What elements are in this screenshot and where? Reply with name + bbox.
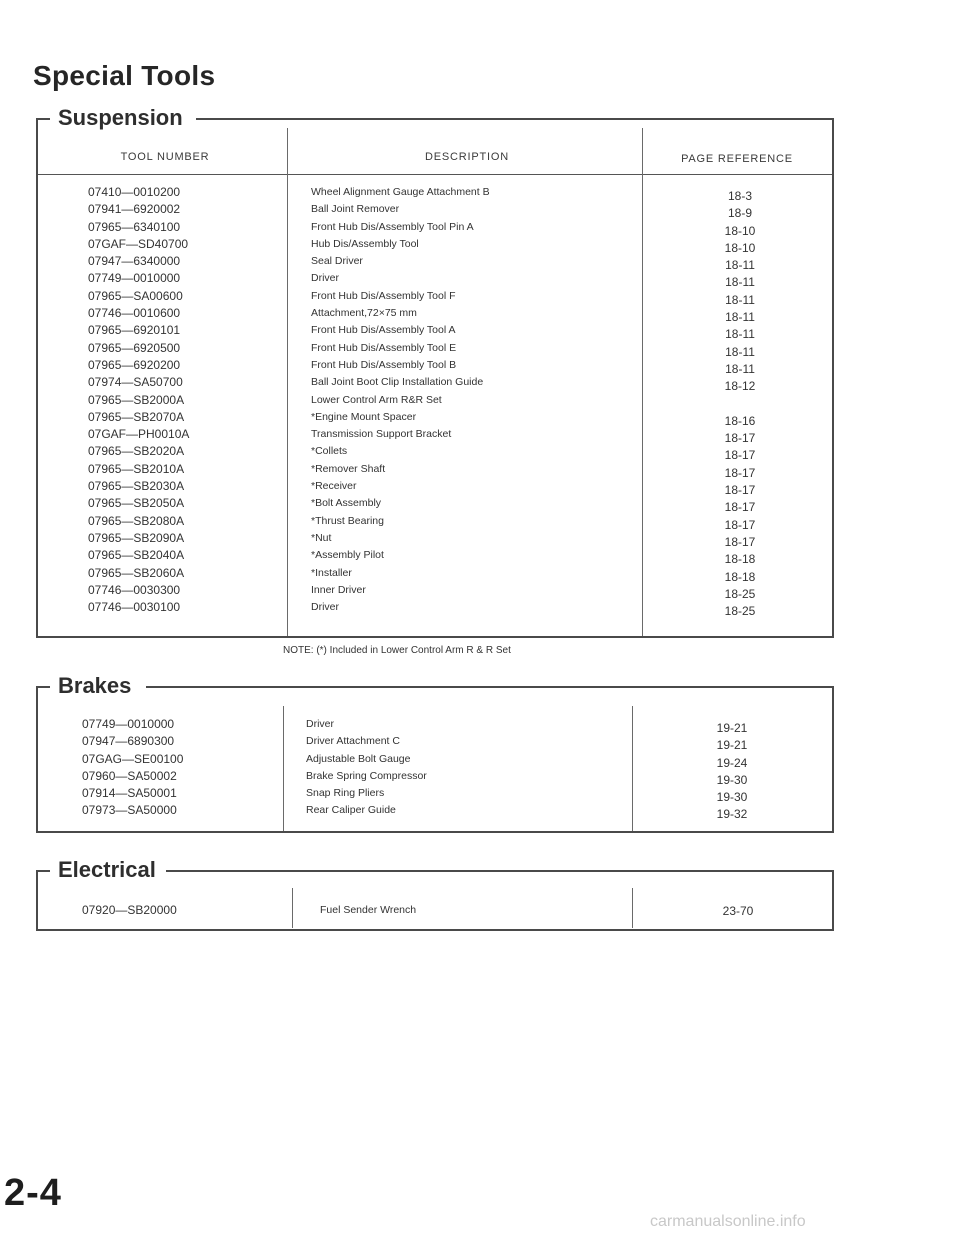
electrical-descriptions [320, 902, 416, 919]
description-cell: Brake Spring Compressor [306, 769, 427, 782]
page-reference-cell: 18-11 [725, 327, 755, 342]
col-header-page-reference: PAGE REFERENCE [681, 153, 793, 165]
page-reference-cell: 18-11 [725, 275, 755, 290]
suspension-title: Suspension [58, 105, 183, 130]
tool-number-cell: 07947—6340000 [88, 254, 181, 269]
tool-number-cell: 07965—SB2020A [88, 444, 185, 459]
page-reference-cell: 18-17 [724, 534, 756, 549]
brakes-page-refs [687, 720, 777, 824]
tool-number-cell: 07965—SB2030A [88, 479, 185, 494]
page-reference-cell: 18-17 [724, 465, 756, 480]
tool-number-cell: 07746—0010600 [88, 306, 181, 321]
tool-number-cell: 07965—SA00600 [88, 288, 183, 303]
page-reference-cell: 18-17 [724, 448, 756, 463]
page-reference-cell: 18-17 [724, 517, 756, 532]
description-cell: Driver Attachment C [306, 735, 400, 748]
brakes-divider-1 [283, 706, 284, 831]
description-cell: Inner Driver [311, 583, 366, 596]
tool-number-cell: 07GAF—PH0010A [88, 427, 190, 442]
description-cell: Front Hub Dis/Assembly Tool A [311, 324, 456, 337]
description-cell: Wheel Alignment Gauge Attachment B [311, 186, 490, 198]
tool-number-cell: 07965—SB2080A [88, 513, 185, 528]
description-cell: Front Hub Dis/Assembly Tool B [311, 358, 457, 371]
electrical-tool-numbers [82, 902, 177, 919]
description-cell: Transmission Support Bracket [311, 428, 452, 441]
tool-number-cell: 07749—0010000 [88, 271, 181, 286]
page-reference-cell: 19-30 [716, 790, 748, 805]
suspension-note: NOTE: (*) Included in Lower Control Arm R & R Set [283, 645, 511, 656]
tool-number-cell: 07947—6890300 [82, 734, 175, 749]
tool-number-cell: 07914—SA50001 [82, 786, 177, 801]
tool-number-cell: 07965—SB2090A [88, 530, 185, 545]
tool-number-cell: 07941—6920002 [88, 202, 181, 217]
tool-number-cell: 07746—0030100 [88, 600, 181, 615]
description-cell: Driver [306, 718, 334, 730]
tool-number-cell: 07965—SB2070A [88, 409, 185, 424]
description-cell: Adjustable Bolt Gauge [306, 752, 411, 765]
description-cell: *Receiver [311, 480, 357, 493]
description-cell: Front Hub Dis/Assembly Tool Pin A [311, 220, 474, 233]
page-reference-cell: 23-70 [722, 904, 754, 918]
description-cell: Fuel Sender Wrench [320, 904, 417, 916]
description-cell: *Collets [311, 445, 348, 458]
page-reference-cell: 19-30 [716, 772, 748, 787]
page-reference-cell: 19-21 [716, 738, 748, 753]
tool-number-cell: 07974—SA50700 [88, 375, 183, 390]
tool-number-cell: 07965—SB2040A [88, 548, 185, 563]
brakes-frame-top-left [36, 686, 50, 688]
page-reference-cell: 18-16 [724, 413, 756, 428]
brakes-divider-2 [632, 706, 633, 831]
page-reference-cell: 18-3 [727, 189, 753, 203]
col-header-tool-number: TOOL NUMBER [120, 151, 210, 163]
page-number: 2-4 [4, 1172, 62, 1214]
header-rule [38, 174, 832, 175]
tool-number-cell: 07410—0010200 [88, 185, 181, 199]
suspension-page-refs [695, 188, 785, 620]
page-reference-cell: 18-18 [724, 552, 756, 567]
electrical-divider-2 [632, 888, 633, 928]
description-cell: Driver [311, 272, 339, 285]
description-cell: *Nut [311, 531, 332, 544]
suspension-divider-1 [287, 128, 288, 636]
tool-number-cell: 07965—SB2000A [88, 392, 185, 407]
page-reference-cell: 18-11 [725, 292, 755, 307]
tool-number-cell: 07965—6920101 [88, 323, 181, 338]
tool-number-cell: 07749—0010000 [82, 717, 175, 731]
description-cell: Driver [311, 601, 339, 614]
tool-number-cell: 07965—6920500 [88, 340, 181, 355]
electrical-frame-top-right [166, 870, 834, 872]
description-cell: Front Hub Dis/Assembly Tool F [311, 289, 456, 302]
page-reference-cell: 19-24 [716, 755, 748, 770]
description-cell: Attachment,72×75 mm [311, 307, 417, 320]
page-reference-cell: 18-25 [724, 604, 756, 619]
description-cell: *Bolt Assembly [311, 497, 382, 510]
electrical-title: Electrical [58, 857, 156, 882]
description-cell: Hub Dis/Assembly Tool [311, 237, 419, 250]
electrical-page-refs [693, 903, 783, 920]
page-reference-cell: 18-17 [724, 431, 756, 446]
page-reference-cell: 19-21 [716, 721, 748, 735]
description-cell: Seal Driver [311, 255, 363, 268]
page-reference-cell: 18-11 [725, 361, 755, 376]
page-reference-cell: 18-11 [725, 258, 755, 273]
page-reference-cell: 18-10 [724, 223, 756, 238]
tool-number-cell: 07973—SA50000 [82, 803, 177, 818]
brakes-tool-numbers [82, 716, 183, 820]
description-cell: Front Hub Dis/Assembly Tool E [311, 341, 457, 354]
watermark: carmanualsonline.info [650, 1213, 806, 1230]
brakes-frame-top-right [146, 686, 834, 688]
tool-number-cell: 07965—6920200 [88, 357, 181, 372]
tool-number-cell: 07965—SB2010A [88, 461, 185, 476]
description-cell: Ball Joint Boot Clip Installation Guide [311, 376, 484, 389]
page-reference-cell: 19-32 [716, 807, 748, 822]
tool-number-cell: 07965—6340100 [88, 219, 181, 234]
page-reference-cell: 18-17 [724, 483, 756, 498]
tool-number-cell: 07960—SA50002 [82, 768, 177, 783]
suspension-frame-top-right [196, 118, 834, 120]
brakes-title: Brakes [58, 673, 132, 698]
page-reference-cell: 18-11 [725, 344, 755, 359]
suspension-descriptions [311, 184, 490, 616]
description-cell: Ball Joint Remover [311, 203, 400, 216]
page-reference-cell: 18-9 [727, 206, 753, 221]
description-cell: *Assembly Pilot [311, 549, 384, 562]
tool-number-cell: 07920—SB20000 [82, 903, 177, 917]
page-reference-cell: 18-12 [724, 379, 756, 394]
brakes-descriptions [306, 716, 427, 820]
electrical-frame-top-left [36, 870, 50, 872]
electrical-divider-1 [292, 888, 293, 928]
description-cell: *Engine Mount Spacer [311, 410, 417, 423]
tool-number-cell: 07965—SB2050A [88, 496, 185, 511]
page-reference-cell: 18-25 [724, 586, 756, 601]
page-reference-cell: 18-10 [724, 240, 756, 255]
suspension-frame-top-left [36, 118, 50, 120]
description-cell: Lower Control Arm R&R Set [311, 393, 442, 406]
page-reference-cell: 18-17 [724, 500, 756, 515]
page-reference-cell [695, 396, 785, 413]
page-title: Special Tools [33, 60, 216, 91]
tool-number-cell: 07746—0030300 [88, 582, 181, 597]
tool-number-cell: 07GAG—SE00100 [82, 751, 184, 766]
page-reference-cell: 18-11 [725, 310, 755, 325]
page-reference-cell: 18-18 [724, 569, 756, 584]
suspension-tool-numbers [88, 184, 189, 616]
description-cell: Snap Ring Pliers [306, 787, 385, 800]
suspension-divider-2 [642, 128, 643, 636]
description-cell: *Thrust Bearing [311, 514, 384, 527]
col-header-description: DESCRIPTION [425, 151, 509, 163]
description-cell: *Remover Shaft [311, 462, 386, 475]
tool-number-cell: 07965—SB2060A [88, 565, 185, 580]
tool-number-cell: 07GAF—SD40700 [88, 236, 189, 251]
description-cell: Rear Caliper Guide [306, 804, 396, 817]
description-cell: *Installer [311, 566, 352, 579]
